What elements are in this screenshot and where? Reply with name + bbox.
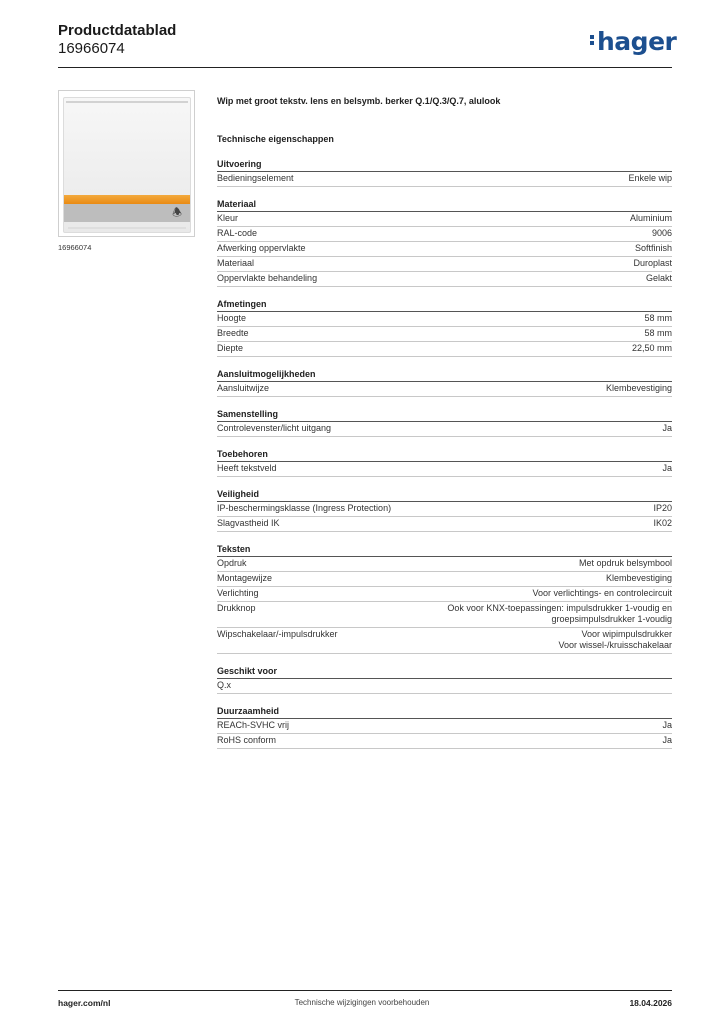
property-row — [217, 227, 672, 242]
property-label: Materiaal — [217, 258, 255, 268]
property-label: Afwerking oppervlakte — [217, 243, 306, 253]
property-label: IP-beschermingsklasse (Ingress Protection) — [217, 503, 392, 513]
property-row — [217, 517, 672, 532]
property-value-line: Klembevestiging — [605, 573, 672, 583]
property-row — [217, 572, 672, 587]
property-value — [546, 629, 672, 651]
group-title: Afmetingen — [217, 299, 672, 312]
property-value — [632, 313, 672, 324]
property-label: Montagewijze — [217, 573, 273, 583]
property-value-line: 22,50 mm — [631, 343, 672, 353]
property-group — [217, 706, 672, 749]
property-row — [217, 382, 672, 397]
group-title: Toebehoren — [217, 449, 672, 462]
property-value-line: Voor verlichtings- en controlecircuit — [532, 588, 672, 598]
property-value-line: Aluminium — [629, 213, 672, 223]
property-value — [623, 243, 672, 254]
group-title: Materiaal — [217, 199, 672, 212]
property-label: Aansluitwijze — [217, 383, 270, 393]
product-name: Wip met groot tekstv. lens en belsymb. berker Q.1/Q.3/Q.7, alulook — [217, 96, 501, 106]
property-label: Heeft tekstveld — [217, 463, 277, 473]
property-label: Wipschakelaar/-impulsdrukker — [217, 629, 338, 639]
property-value-line: Ja — [662, 423, 672, 433]
bell-icon: 🕭 — [172, 207, 182, 219]
property-group — [217, 299, 672, 357]
header-divider — [58, 67, 672, 68]
property-value — [640, 228, 672, 239]
property-group — [217, 489, 672, 532]
property-value-line: IK02 — [653, 518, 672, 528]
property-label: Drukknop — [217, 603, 256, 613]
property-value — [594, 383, 672, 394]
section-title: Technische eigenschappen — [217, 134, 334, 144]
property-row — [217, 719, 672, 734]
group-title: Samenstelling — [217, 409, 672, 422]
property-row — [217, 312, 672, 327]
property-label: Hoogte — [217, 313, 247, 323]
footer-disclaimer: Technische wijzigingen voorbehouden — [294, 998, 430, 1007]
property-value-line: groepsimpulsdrukker 1-voudig — [551, 614, 672, 624]
property-row — [217, 172, 672, 187]
group-title: Aansluitmogelijkheden — [217, 369, 672, 382]
property-value — [520, 588, 672, 599]
property-group — [217, 409, 672, 437]
property-value — [650, 423, 672, 434]
property-value-line: Voor wipimpulsdrukker — [581, 629, 672, 639]
property-row — [217, 242, 672, 257]
property-row — [217, 734, 672, 749]
property-label: Diepte — [217, 343, 244, 353]
group-title: Duurzaamheid — [217, 706, 672, 719]
property-group — [217, 449, 672, 477]
property-row — [217, 557, 672, 572]
property-label: Controlevenster/licht uitgang — [217, 423, 332, 433]
property-label: Slagvastheid IK — [217, 518, 280, 528]
group-title: Teksten — [217, 544, 672, 557]
property-value-line: Enkele wip — [628, 173, 672, 183]
property-value-line: Voor wissel-/kruisschakelaar — [558, 640, 672, 650]
property-row — [217, 422, 672, 437]
property-group — [217, 666, 672, 694]
group-title: Veiligheid — [217, 489, 672, 502]
property-label: Kleur — [217, 213, 239, 223]
property-row — [217, 272, 672, 287]
property-value-line: IP20 — [653, 503, 672, 513]
property-row — [217, 628, 672, 654]
property-row — [217, 602, 672, 628]
property-value-line: Klembevestiging — [605, 383, 672, 393]
property-row — [217, 502, 672, 517]
product-details — [217, 95, 672, 761]
property-value-line: Ja — [662, 735, 672, 745]
property-value — [641, 518, 672, 529]
property-value-line: 58 mm — [644, 313, 672, 323]
logo-text: hager — [597, 27, 677, 56]
property-value — [618, 213, 672, 224]
switch-rocker-illustration — [63, 97, 191, 233]
property-value — [641, 503, 672, 514]
property-value — [650, 735, 672, 746]
property-label: RAL-code — [217, 228, 258, 238]
property-label: Verlichting — [217, 588, 259, 598]
product-number: 16966074 — [58, 40, 125, 57]
property-row — [217, 212, 672, 227]
property-group — [217, 159, 672, 187]
label-field — [64, 204, 190, 222]
property-label: Q.x — [217, 680, 232, 690]
image-caption: 16966074 — [58, 243, 92, 252]
property-value-line: Gelakt — [645, 273, 672, 283]
footer-date: 18.04.2026 — [629, 998, 672, 1008]
orange-lens — [64, 195, 190, 204]
property-row — [217, 327, 672, 342]
property-value — [634, 273, 672, 284]
property-group — [217, 199, 672, 287]
property-row — [217, 342, 672, 357]
property-group — [217, 369, 672, 397]
property-value — [435, 603, 672, 625]
property-row — [217, 462, 672, 477]
property-value-line: Duroplast — [633, 258, 672, 268]
document-title: Productdatablad — [58, 22, 177, 39]
property-value-line: 9006 — [651, 228, 672, 238]
footer-divider — [58, 990, 672, 991]
logo-dots-icon — [590, 33, 595, 47]
group-title: Geschikt voor — [217, 666, 672, 679]
product-image — [58, 90, 195, 237]
property-value-line: Ja — [662, 463, 672, 473]
property-value — [594, 573, 672, 584]
property-value-line: 58 mm — [644, 328, 672, 338]
property-label: Breedte — [217, 328, 249, 338]
group-title: Uitvoering — [217, 159, 672, 172]
property-row — [217, 257, 672, 272]
property-value — [620, 343, 672, 354]
property-value-line: Softfinish — [634, 243, 672, 253]
property-groups — [217, 159, 672, 749]
property-value — [650, 720, 672, 731]
property-row — [217, 679, 672, 694]
property-label: Opdruk — [217, 558, 247, 568]
property-value-line: Ook voor KNX-toepassingen: impulsdrukker 1-voudig en — [447, 603, 672, 613]
property-value — [567, 558, 672, 569]
property-label: REACh-SVHC vrij — [217, 720, 290, 730]
property-value — [650, 463, 672, 474]
property-value — [616, 173, 672, 184]
property-value-line: Met opdruk belsymbool — [578, 558, 672, 568]
property-label: Bedieningselement — [217, 173, 294, 183]
property-value — [632, 328, 672, 339]
property-value — [621, 258, 672, 269]
property-label: RoHS conform — [217, 735, 277, 745]
property-row — [217, 587, 672, 602]
property-group — [217, 544, 672, 654]
hager-logo — [590, 28, 676, 56]
property-value-line: Ja — [662, 720, 672, 730]
footer-website: hager.com/nl — [58, 998, 111, 1008]
property-label: Oppervlakte behandeling — [217, 273, 318, 283]
